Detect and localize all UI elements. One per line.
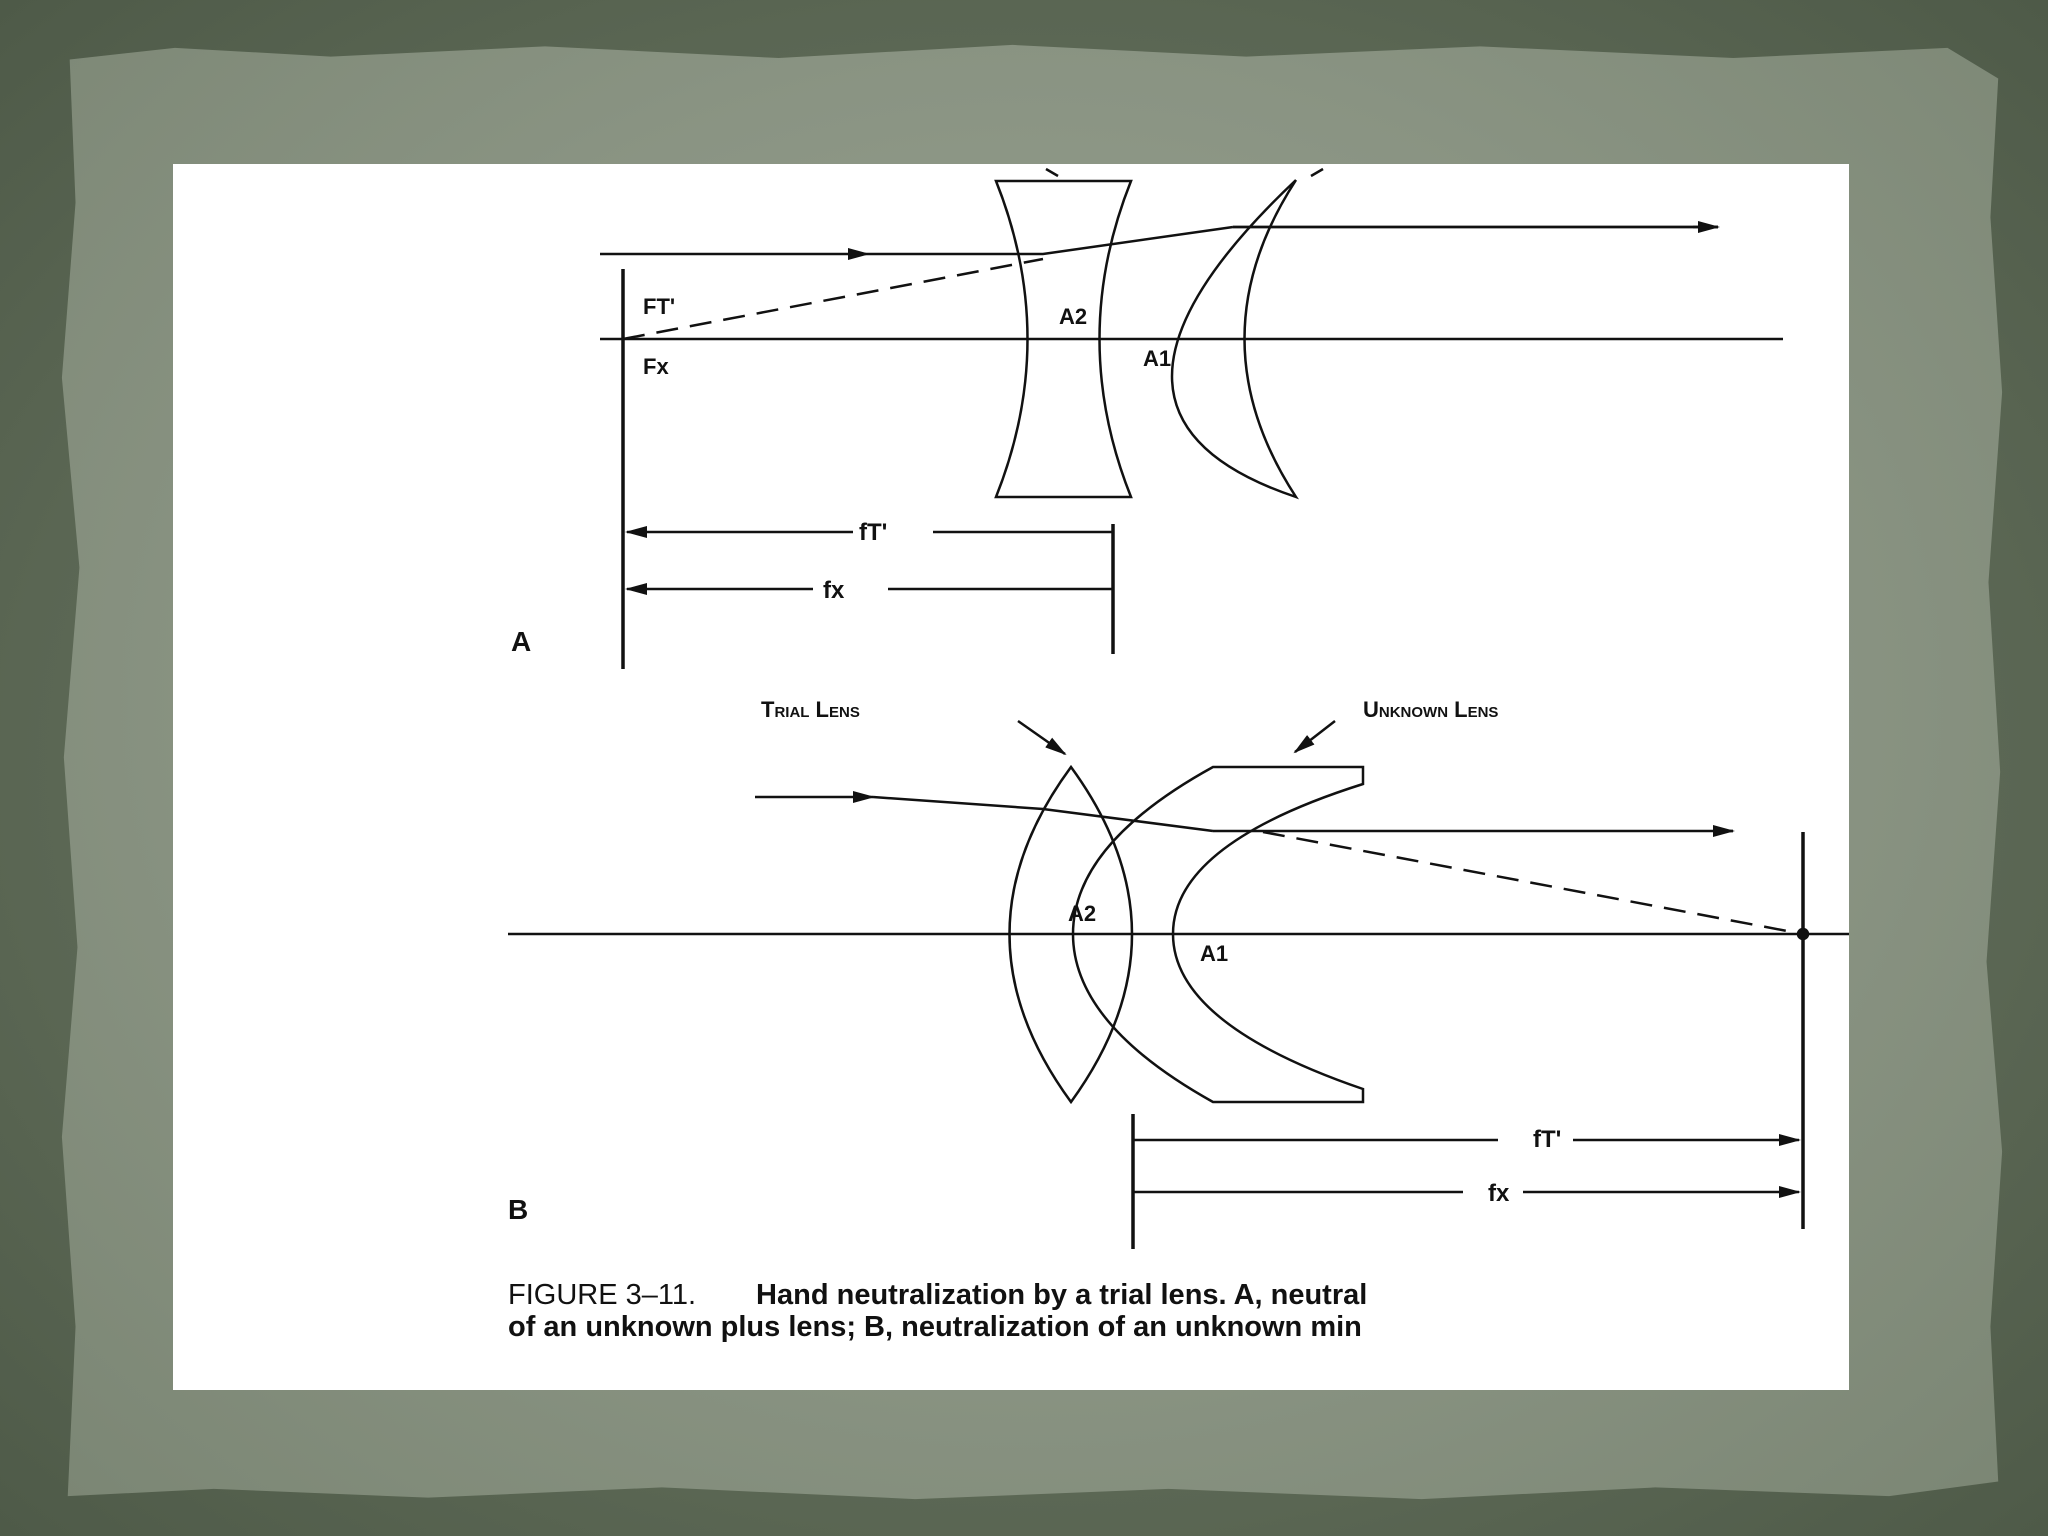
- panel-b-fx-length-label: fx: [1488, 1180, 1510, 1207]
- trial-lens-label: Trial Lens: [761, 697, 860, 722]
- panel-a-fx-length-label: fx: [823, 577, 845, 604]
- figure-number: FIGURE 3–11.: [508, 1279, 697, 1311]
- panel-b-virtual-ray: [1263, 832, 1803, 934]
- panel-a-label: A: [511, 626, 532, 657]
- panel-b-a2-label: A2: [1068, 901, 1097, 926]
- panel-a-ft-focal-label: FT': [643, 294, 676, 319]
- caption-text-1: Hand neutralization by a trial lens. A, neutral: [756, 1279, 1368, 1311]
- panel-b-a1-label: A1: [1200, 941, 1229, 966]
- caption-line-2: of an unknown plus lens; B, neutralization of an unknown min: [508, 1311, 1362, 1343]
- panel-a-a2-label: A2: [1059, 304, 1088, 329]
- unknown-lens-label: Unknown Lens: [1363, 697, 1499, 722]
- unknown-lens-pointer: [1295, 721, 1335, 752]
- caption-line-1: [508, 1279, 1849, 1311]
- trial-lens-pointer: [1018, 721, 1065, 754]
- panel-a-ray-through-lens: [868, 227, 1233, 254]
- optics-diagram: [173, 164, 1849, 1390]
- figure-caption: [508, 1279, 1849, 1343]
- panel-b-label: B: [508, 1194, 529, 1225]
- panel-a-ft-length-label: fT': [859, 519, 888, 546]
- panel-b-ray-through-lens: [873, 797, 1213, 831]
- panel-a-a1-label: A1: [1143, 346, 1172, 371]
- panel-a-virtual-ray: [623, 259, 1043, 339]
- panel-a-fx-focal-label: Fx: [643, 354, 669, 379]
- figure-image: [173, 164, 1849, 1390]
- panel-b-ft-length-label: fT': [1533, 1126, 1562, 1153]
